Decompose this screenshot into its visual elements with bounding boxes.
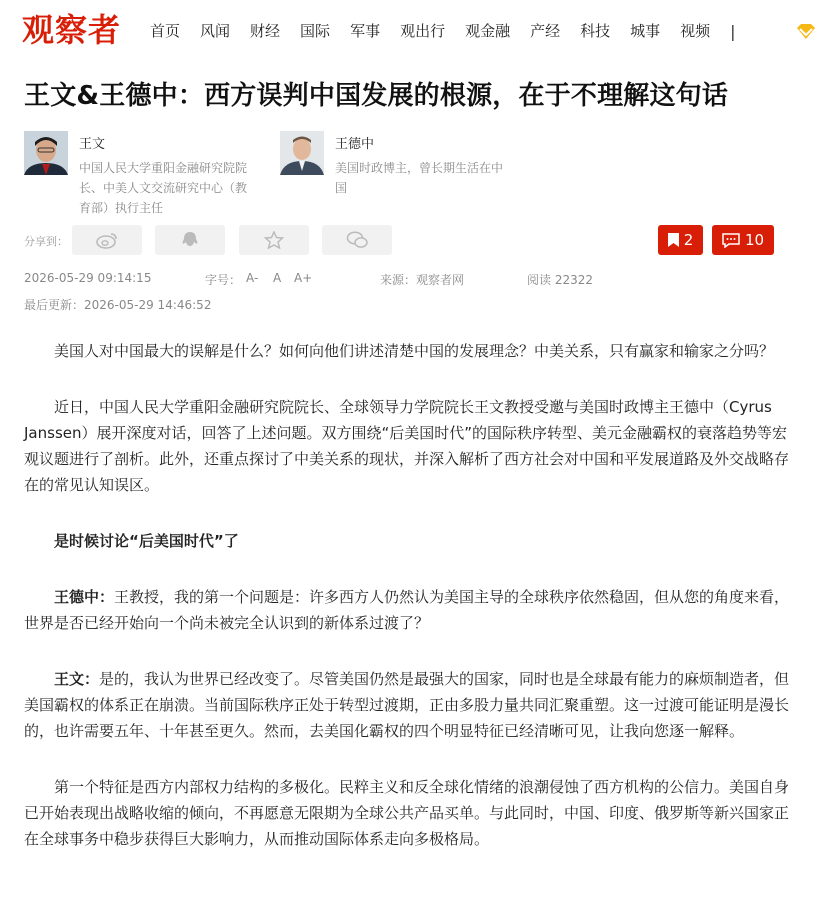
nav-item-money[interactable]: 观金融: [465, 22, 511, 40]
paragraph: 近日，中国人民大学重阳金融研究院院长、全球领导力学院院长王文教授受邀与美国时政博主王德中（Cyrus Janssen）展开深度对话，回答了上述问题。双方围绕“后美国时代”的国际秩序转型、美元金融霸权的衰落趋势等宏观议题进行了剖析。此外，还重点探讨了中美关系的现状，并深入解析了西方社会对中国和平发展道路及外交战略存在的常见认知误区。: [24, 398, 790, 494]
article-title: 王文&王德中：西方误判中国发展的根源，在于不理解这句话: [24, 81, 729, 111]
paragraph: 美国人对中国最大的误解是什么？如何向他们讲述清楚中国的发展理念？中美关系，只有赢家和输家之分吗？: [54, 342, 775, 360]
font-size-normal[interactable]: A: [273, 271, 282, 285]
author-name[interactable]: 王文: [79, 137, 106, 152]
nav-item-industry[interactable]: 产经: [530, 22, 561, 40]
share-label: 分享到：: [24, 235, 68, 248]
share-weibo-button[interactable]: [72, 225, 142, 255]
diamond-crown-icon[interactable]: [795, 22, 817, 42]
comment-icon: [722, 233, 740, 248]
nav-item-international[interactable]: 国际: [300, 22, 331, 40]
font-size-decrease[interactable]: A-: [246, 271, 259, 285]
nav-item-video[interactable]: 视频: [680, 22, 711, 40]
font-size-label: 字号：: [205, 273, 242, 287]
avatar[interactable]: [24, 131, 68, 175]
bookmark-count: 2: [683, 231, 694, 249]
read-count: 阅读 22322: [527, 273, 593, 287]
paragraph: 第一个特征是西方内部权力结构的多极化。民粹主义和反全球化情绪的浪潮侵蚀了西方机构的公信力。美国自身已开始表现出战略收缩的倾向，不再愿意无限期为全球公共产品买单。与此同时，中国、印度、俄罗斯等新兴国家正在全球事务中稳步获得巨大影响力，从而推动国际体系走向多极格局。: [24, 778, 790, 848]
comment-count: 10: [744, 231, 765, 249]
nav-item-home[interactable]: 首页: [150, 22, 181, 40]
last-updated: 最后更新：2026-05-29 14:46:52: [24, 298, 212, 312]
nav-item-tech[interactable]: 科技: [580, 22, 611, 40]
author-card-wangdezhong: [280, 131, 520, 201]
bookmark-icon: [668, 233, 679, 247]
article-source: 来源：观察者网: [380, 273, 465, 287]
nav-item-finance[interactable]: 财经: [250, 22, 281, 40]
author-name[interactable]: 王德中: [335, 137, 375, 152]
site-logo[interactable]: 观察者: [22, 11, 122, 49]
speaker-label: 王文：: [54, 670, 100, 688]
bookmark-button[interactable]: [658, 225, 703, 255]
nav-item-fengwen[interactable]: 风闻: [200, 22, 231, 40]
paragraph: [24, 666, 798, 744]
weibo-icon: [96, 231, 118, 249]
author-card-wangwen: [24, 131, 264, 221]
nav-item-city[interactable]: 城事: [630, 22, 661, 40]
qq-icon: [179, 231, 201, 249]
publish-time: 2026-05-29 09:14:15: [24, 271, 152, 285]
share-wechat-button[interactable]: [322, 225, 392, 255]
article-body: [24, 338, 798, 882]
top-navigation-bar: [0, 0, 822, 64]
font-size-increase[interactable]: A+: [294, 271, 313, 285]
wechat-icon: [346, 231, 368, 249]
paragraph-text: 是的，我认为世界已经改变了。尽管美国仍然是最强大的国家，同时也是全球最有能力的麻烦制造者，但美国霸权的体系正在崩溃。当前国际秩序正处于转型过渡期，正由多股力量共同汇聚重塑。这一过渡可能证明是漫长的，也许需要五年、十年甚至更久。然而，去美国化霸权的四个明显特征已经清晰可见，让我向您逐一解释。: [24, 670, 790, 740]
main-nav: [150, 18, 748, 44]
nav-item-mobility[interactable]: 观出行: [400, 22, 446, 40]
nav-separator: |: [730, 21, 736, 41]
section-heading: 是时候讨论“后美国时代”了: [54, 532, 239, 550]
author-description: 中国人民大学重阳金融研究院院长、中美人文交流研究中心（教育部）执行主任: [79, 161, 248, 215]
nav-item-military[interactable]: 军事: [350, 22, 381, 40]
comment-button[interactable]: [712, 225, 774, 255]
avatar[interactable]: [280, 131, 324, 175]
speaker-label: 王德中：: [54, 588, 115, 606]
share-qzone-button[interactable]: [239, 225, 309, 255]
paragraph: [24, 584, 798, 636]
qzone-star-icon: [263, 231, 285, 249]
share-qq-button[interactable]: [155, 225, 225, 255]
author-description: 美国时政博主，曾长期生活在中国: [335, 161, 504, 195]
paragraph-text: 王教授，我的第一个问题是：许多西方人仍然认为美国主导的全球秩序依然稳固，但从您的角度来看，世界是否已经开始向一个尚未被完全认识到的新体系过渡了？: [24, 588, 790, 632]
